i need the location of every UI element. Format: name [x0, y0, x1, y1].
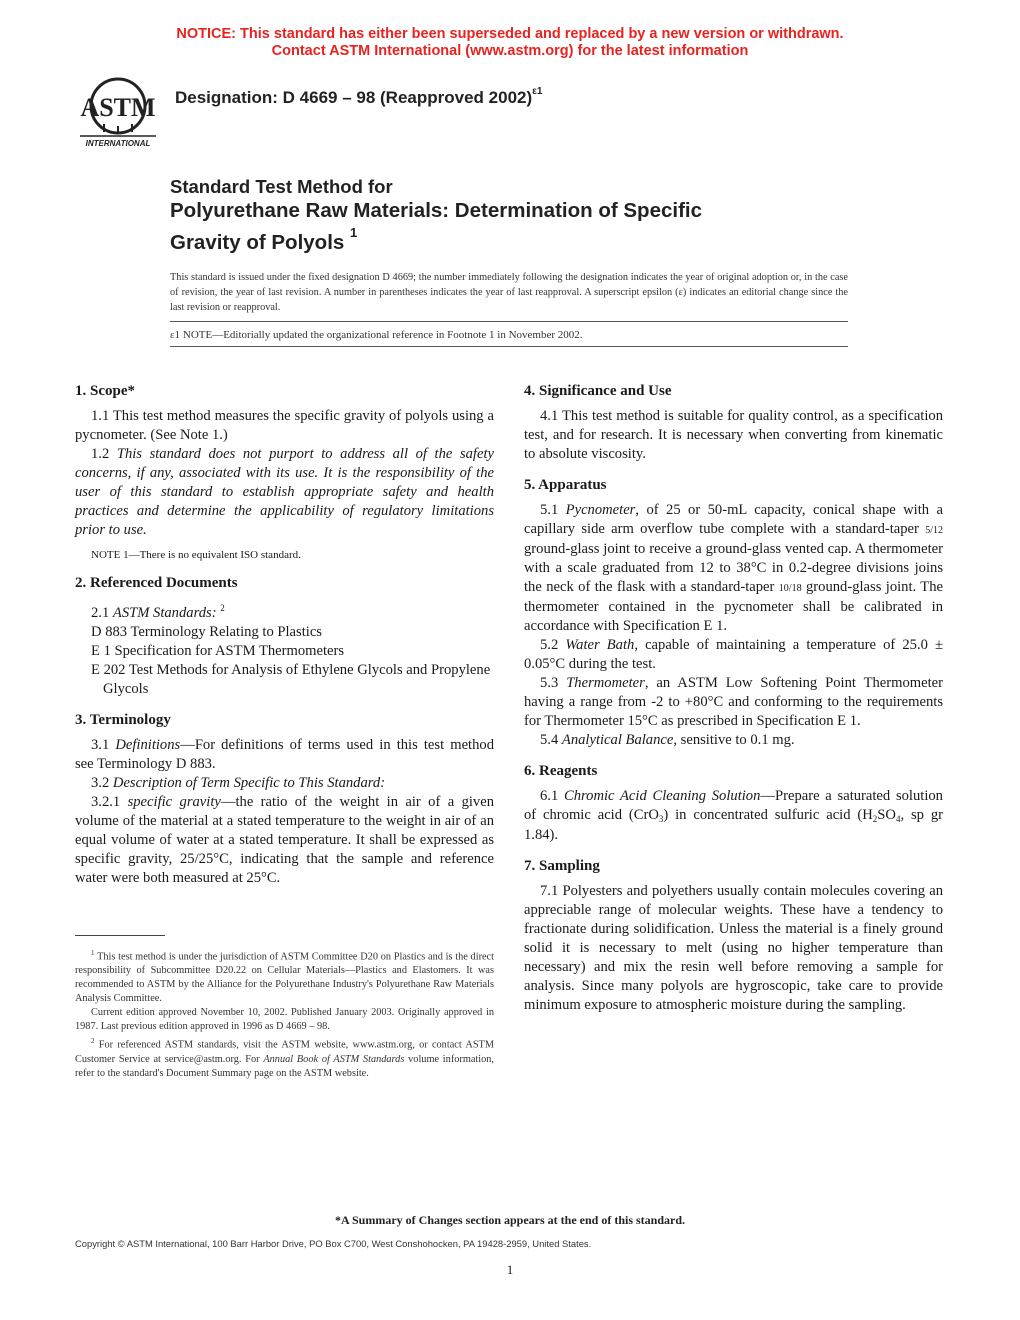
summary-of-changes-note: *A Summary of Changes section appears at the end of this standard. [334, 1213, 686, 1227]
document-title [170, 176, 702, 256]
designation-text: Designation: D 4669 – 98 (Reapproved 2002) [175, 88, 533, 107]
right-column [524, 382, 943, 1015]
sampling-7-1: 7.1 Polyesters and polyethers usually contain molecules covering an appreciable range of molecular weights. These have a tendency to fractionate during solidification. Unless the material is a finely ground solid it is necessary to melt (using no higher temperature than necessary) and mix the resin well before removing a sample for analysis. Since many polyols are hygroscopic, take care to provide minimum exposure to atmospheric moisture during the sampling. [524, 883, 943, 1013]
terminology-3-1: 3.1 Definitions—For definitions of terms used in this test method see Terminology D 883. [75, 736, 494, 772]
apparatus-5-4: 5.4 Analytical Balance, sensitive to 0.1 mg. [540, 732, 795, 748]
ref-item: D 883 Terminology Relating to Plastics [91, 623, 322, 640]
note-1: NOTE 1—There is no equivalent ISO standard. [91, 549, 301, 561]
footnote-1-edition: Current edition approved November 10, 2002. Published January 2003. Originally approved in 1987. Last previous edition approved in 1996 as D 4669 – 98. [75, 1007, 494, 1033]
section-heading-reagents: 6. Reagents [524, 763, 598, 779]
editorial-note: ε1 NOTE—Editorially updated the organizational reference in Footnote 1 in November 2002. [170, 329, 583, 341]
svg-text:ASTM: ASTM [80, 93, 156, 122]
designation-epsilon: ε1 [532, 86, 543, 98]
page-number: 1 [506, 1262, 514, 1277]
footnote-2: $^2$ For referenced ASTM standards, visit the ASTM website, www.astm.org, or contact ASTM Customer Service at service@astm.org. For Annual Book of ASTM Standards volume information, refer to the standard's Document Summary page on the ASTM website. [75, 1037, 494, 1079]
logo-caption: INTERNATIONAL [85, 139, 151, 148]
divider [170, 346, 848, 347]
apparatus-5-2: 5.2 Water Bath, capable of maintaining a temperature of 25.0 ± 0.05°C during the test. [524, 637, 943, 672]
notice-line-2: Contact ASTM International (www.astm.org) for the latest information [271, 43, 749, 59]
referenced-2-1: 2.1 ASTM Standards: $^2$ [91, 603, 225, 621]
section-heading-referenced: 2. Referenced Documents [75, 575, 238, 591]
copyright: Copyright © ASTM International, 100 Barr Harbor Drive, PO Box C700, West Conshohocken, PA 19428-2959, United States. [75, 1238, 592, 1249]
terminology-3-2-1: 3.2.1 specific gravity—the ratio of the weight in air of a given volume of the material at a stated temperature to the weight in air of an equal volume of water at a stated temperature. It shall be expressed as specific gravity, 25/25°C, indicating that the sample and reference water were both measured at 25°C. [75, 793, 494, 886]
section-heading-significance: 4. Significance and Use [524, 383, 672, 399]
left-column [75, 382, 494, 888]
title-line-1: Standard Test Method for [170, 176, 393, 197]
footnote-1: $^1$ This test method is under the jurisdiction of ASTM Committee D20 on Plastics and is the direct responsibility of Subcommittee D20.22 on Cellular Materials—Plastics and Elastomers. It was recommended to ASTM by the Alliance for the Polyurethane Industry's Polyurethane Raw Materials Analysis Committee. [75, 949, 494, 1005]
apparatus-5-3: 5.3 Thermometer, an ASTM Low Softening Point Thermometer having a range from -2 to +80°C and conforming to the requirements for Thermometer 15°C as prescribed in Specification E 1. [524, 675, 944, 729]
title-line-2: Polyurethane Raw Materials: Determination of Specific [170, 199, 702, 222]
scope-1-1: 1.1 This test method measures the specific gravity of polyols using a pycnometer. (See Note 1.) [75, 408, 494, 443]
ref-item: E 1 Specification for ASTM Thermometers [91, 642, 345, 659]
reagents-6-1: 6.1 Chromic Acid Cleaning Solution—Prepare a saturated solution of chromic acid (CrO$_3$) in concentrated sulfuric acid ($H_2SO_4$, sp gr 1.84). [524, 788, 943, 843]
section-heading-scope: 1. Scope* [75, 383, 135, 399]
section-heading-sampling: 7. Sampling [524, 858, 600, 874]
apparatus-5-1: 5.1 Pycnometer, of 25 or 50-mL capacity, conical shape with a capillary side arm overflow tube complete with a standard-taper 5/12 ground-glass joint to receive a ground-glass vented cap. A thermometer with a scale graduated from 12 to 38°C in 0.2-degree divisions joins the neck of the flask with a standard-taper 10/18 ground-glass joint. The thermometer contained in the pycnometer shall be calibrated in accordance with Specification E 1. [524, 502, 943, 634]
title-footnote-ref: 1 [350, 225, 358, 240]
significance-4-1: 4.1 This test method is suitable for quality control, as a specification test, and for research. It is necessary when converting from kinematic to absolute viscosity. [524, 408, 943, 462]
astm-logo [74, 76, 162, 150]
issued-statement: This standard is issued under the fixed designation D 4669; the number immediately following the designation indicates the year of original adoption or, in the case of revision, the year of last revision. A number in parentheses indicates the year of last reapproval. A superscript epsilon (ε) indicates an editorial change since the last revision or reapproval. [170, 272, 848, 313]
section-heading-apparatus: 5. Apparatus [524, 477, 607, 493]
ref-item: E 202 Test Methods for Analysis of Ethylene Glycols and Propylene Glycols [91, 661, 491, 697]
divider [170, 321, 848, 322]
designation [175, 88, 542, 108]
footnotes [75, 946, 494, 1081]
astm-logo-icon [74, 76, 162, 150]
notice-line-1: NOTICE: This standard has either been superseded and replaced by a new version or withdrawn. [176, 26, 844, 42]
title-line-3: Gravity of Polyols [170, 230, 345, 254]
terminology-3-2: 3.2 Description of Term Specific to This Standard: [91, 774, 386, 791]
scope-1-2: 1.2 This standard does not purport to address all of the safety concerns, if any, associated with its use. It is the responsibility of the user of this standard to establish appropriate safety and health practices and determine the applicability of regulatory limitations prior to use. [75, 446, 494, 538]
footnote-divider [75, 935, 165, 936]
withdrawn-notice [0, 26, 1020, 60]
section-heading-terminology: 3. Terminology [75, 711, 171, 728]
